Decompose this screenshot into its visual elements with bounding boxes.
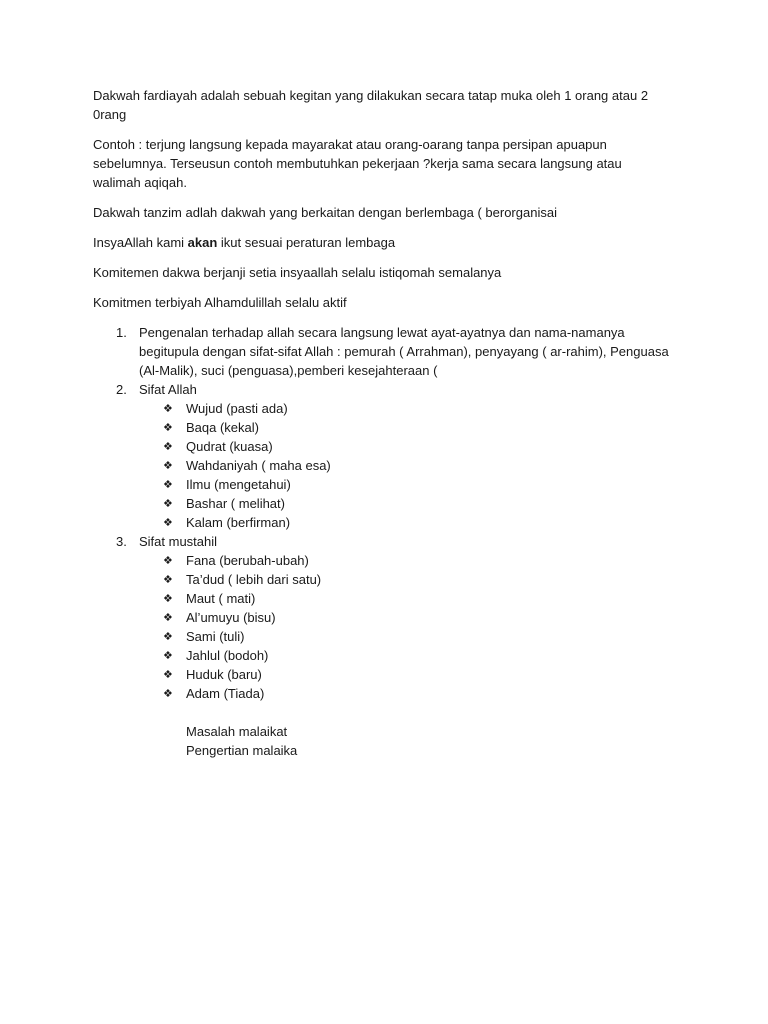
numbered-item-text: Sifat mustahil	[139, 534, 218, 549]
diamond-bullet-icon: ❖	[163, 440, 173, 453]
insya-text-after: ikut sesuai peraturan lembaga	[217, 235, 396, 250]
bullet-item	[139, 684, 673, 703]
bullet-text: Ilmu (mengetahui)	[186, 477, 291, 492]
bullet-text: Adam (Tiada)	[186, 686, 265, 701]
diamond-bullet-icon: ❖	[163, 630, 173, 643]
bullet-item	[139, 475, 673, 494]
bullet-item	[139, 437, 673, 456]
bullet-item	[139, 399, 673, 418]
bullet-text: Fana (berubah-ubah)	[186, 553, 309, 568]
diamond-bullet-icon: ❖	[163, 668, 173, 681]
paragraph-contoh: Contoh : terjung langsung kepada mayarakat atau orang-oarang tanpa persipan apuapun sebelumnya. Terseusun contoh membutuhkan pekerjaan ?kerja sama secara langsung atau walimah aqiqah.	[93, 137, 622, 190]
numbered-item-2	[93, 380, 673, 532]
bullet-item	[139, 551, 673, 570]
bullet-text: Maut ( mati)	[186, 591, 256, 606]
diamond-bullet-icon: ❖	[163, 611, 173, 624]
numbered-item-text: Sifat Allah	[139, 382, 197, 397]
paragraph-dakwah-tanzim: Dakwah tanzim adlah dakwah yang berkaitan dengan berlembaga ( berorganisai	[93, 205, 557, 220]
bullet-text: Baqa (kekal)	[186, 420, 259, 435]
insya-text-before: InsyaAllah kami	[93, 235, 188, 250]
bullet-item	[139, 608, 673, 627]
list-number: 3.	[116, 534, 127, 549]
note-pengertian-malaika: Pengertian malaika	[186, 743, 298, 758]
bullet-text: Bashar ( melihat)	[186, 496, 285, 511]
diamond-bullet-icon: ❖	[163, 649, 173, 662]
paragraph-komitemen-dakwa: Komitemen dakwa berjanji setia insyaallah selalu istiqomah semalanya	[93, 265, 502, 280]
diamond-bullet-icon: ❖	[163, 516, 173, 529]
note-masalah-malaikat: Masalah malaikat	[186, 724, 288, 739]
bullet-text: Kalam (berfirman)	[186, 515, 291, 530]
numbered-list	[93, 323, 673, 703]
bullet-item	[139, 646, 673, 665]
diamond-bullet-icon: ❖	[163, 421, 173, 434]
bullet-text: Wujud (pasti ada)	[186, 401, 288, 416]
bullet-text: Wahdaniyah ( maha esa)	[186, 458, 331, 473]
insya-text-bold: akan	[187, 235, 218, 250]
numbered-item-3	[93, 532, 673, 703]
bullet-item	[139, 627, 673, 646]
paragraph-dakwah-fardiayah: Dakwah fardiayah adalah sebuah kegitan yang dilakukan secara tatap muka oleh 1 orang atau 2 0rang	[93, 88, 649, 122]
bullet-text: Sami (tuli)	[186, 629, 245, 644]
document-body	[93, 86, 673, 760]
diamond-bullet-icon: ❖	[163, 497, 173, 510]
diamond-bullet-icon: ❖	[163, 554, 173, 567]
list-number: 1.	[116, 325, 127, 340]
notes-block	[93, 722, 673, 760]
bullet-item	[139, 589, 673, 608]
bullet-item	[139, 513, 673, 532]
numbered-item-text: Pengenalan terhadap allah secara langsung lewat ayat-ayatnya dan nama-namanya begitupula dengan sifat-sifat Allah : pemurah ( Arrahman), penyayang ( ar-rahim), Penguasa (Al-Malik), suci (penguasa),pemberi kesejahteraan (	[139, 325, 669, 378]
diamond-bullet-icon: ❖	[163, 478, 173, 491]
bullet-text: Jahlul (bodoh)	[186, 648, 269, 663]
diamond-bullet-icon: ❖	[163, 592, 173, 605]
bullet-text: Ta’dud ( lebih dari satu)	[186, 572, 322, 587]
diamond-bullet-icon: ❖	[163, 573, 173, 586]
numbered-item-1	[93, 323, 673, 380]
diamond-bullet-icon: ❖	[163, 402, 173, 415]
list-number: 2.	[116, 382, 127, 397]
diamond-bullet-icon: ❖	[163, 459, 173, 472]
bullet-item	[139, 494, 673, 513]
bullet-list-sifat-allah	[139, 399, 673, 532]
bullet-text: Qudrat (kuasa)	[186, 439, 273, 454]
bullet-list-sifat-mustahil	[139, 551, 673, 703]
diamond-bullet-icon: ❖	[163, 687, 173, 700]
bullet-item	[139, 418, 673, 437]
paragraph-insyaallah	[93, 233, 673, 252]
bullet-text: Huduk (baru)	[186, 667, 262, 682]
bullet-item	[139, 570, 673, 589]
bullet-item	[139, 456, 673, 475]
bullet-item	[139, 665, 673, 684]
bullet-text: Al’umuyu (bisu)	[186, 610, 276, 625]
paragraph-komitmen-terbiyah: Komitmen terbiyah Alhamdulillah selalu aktif	[93, 295, 347, 310]
